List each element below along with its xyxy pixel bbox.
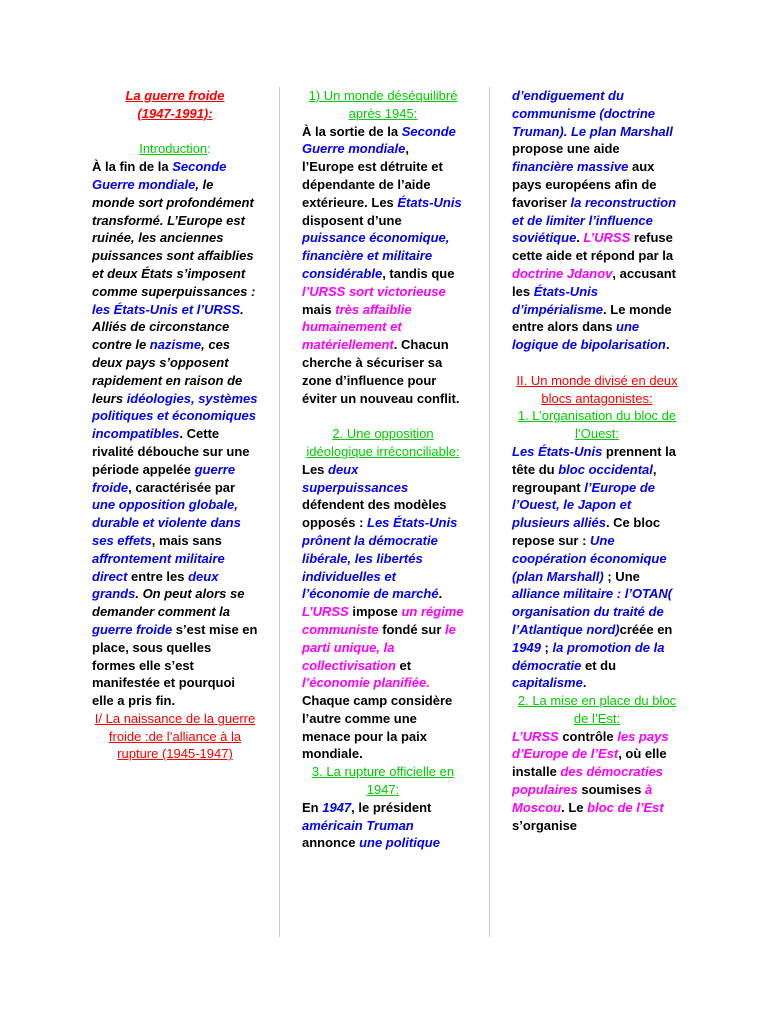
introduction-heading: Introduction:: [139, 141, 211, 157]
column-divider-1: [279, 87, 280, 937]
document-title: La guerre froide (1947-1991):: [125, 88, 225, 121]
section-heading-1: I/ La naissance de la guerre froide :de l’alliance à la rupture (1945-1947): [94, 710, 256, 762]
subsection-heading-3: 3. La rupture officielle en 1947:: [311, 764, 455, 798]
column-divider-2: [489, 87, 490, 937]
paragraph-bloc-est: L’URSS contrôle les pays d’Europe de l’Est, où elle installe des démocraties populaires soumises à Moscou. Le bloc de l’Est s’organise: [512, 728, 669, 833]
paragraph-monde-desequilibre: À la sortie de la Seconde Guerre mondiale, l’Europe est détruite et dépendante de l’aide extérieure. Les États-Unis disposent d’une puissance économique, financière et militaire considérable, tandis que l’URSS sort victorieuse mais très affaiblie humainement et matériellement. Chacun cherche à sécuriser sa zone d’influence pour éviter un nouveau conflit.: [302, 123, 462, 406]
paragraph-opposition-ideologique: Les deux superpuissances défendent des modèles opposés : Les États-Unis prônent la démocratie libérale, les libertés individuelles et l’économie de marché. L’URSS impose un régime communiste fondé sur le parti unique, la collectivisation et l’économie planifiée. Chaque camp considère l’autre comme une menace pour la paix mondiale.: [302, 461, 464, 762]
subsection-heading-4: 1. L’organisation du bloc de l’Ouest:: [517, 408, 677, 442]
paragraph-rupture-officielle: En 1947, le président américain Truman annonce une politique: [302, 799, 440, 851]
section-heading-2: II. Un monde divisé en deux blocs antagonistes:: [516, 372, 678, 406]
subsection-heading-1: 1) Un monde déséquilibré après 1945:: [308, 88, 458, 121]
paragraph-endiguement: d’endiguement du communisme (doctrine Truman). Le plan Marshall propose une aide financière massive aux pays européens afin de favoriser la reconstruction et de limiter l’influence soviétique. L’URSS refuse cette aide et répond par la doctrine Jdanov, accusant les États-Unis d’impérialisme. Le monde entre alors dans une logique de bipolarisation.: [512, 88, 677, 353]
subsection-heading-5: 2. La mise en place du bloc de l’Est:: [517, 693, 677, 726]
column-3: [512, 87, 682, 834]
subsection-heading-2: 2. Une opposition idéologique irréconciliable:: [306, 426, 460, 459]
column-2: [302, 87, 464, 852]
paragraph-bloc-ouest: Les États-Unis prennent la tête du bloc occidental, regroupant l’Europe de l’Ouest, le Japon et plusieurs alliés. Ce bloc repose sur : Une coopération économique (plan Marshall) ; Une alliance militaire : l’OTAN( organisation du traité de l’Atlantique nord)créée en 1949 ; la promotion de la démocratie et du capitalisme.: [512, 443, 676, 691]
column-1: [92, 87, 258, 763]
introduction-paragraph: À la fin de la Seconde Guerre mondiale, le monde sort profondément transformé. L’Europe est ruinée, les anciennes puissances sont affaiblies et deux États s’imposent comme superpuissances : les États-Unis et l’URSS. Alliés de circonstance contre le nazisme, ces deux pays s’opposent rapidement en raison de leurs idéologies, systèmes politiques et économiques incompatibles. Cette rivalité débouche sur une période appelée guerre froide, caractérisée par une opposition globale, durable et violente dans ses effets, mais sans affrontement militaire direct entre les deux grands. On peut alors se demander comment la guerre froide s’est mise en place, sous quelles formes elle s’est manifestée et pourquoi elle a pris fin.: [92, 159, 258, 709]
